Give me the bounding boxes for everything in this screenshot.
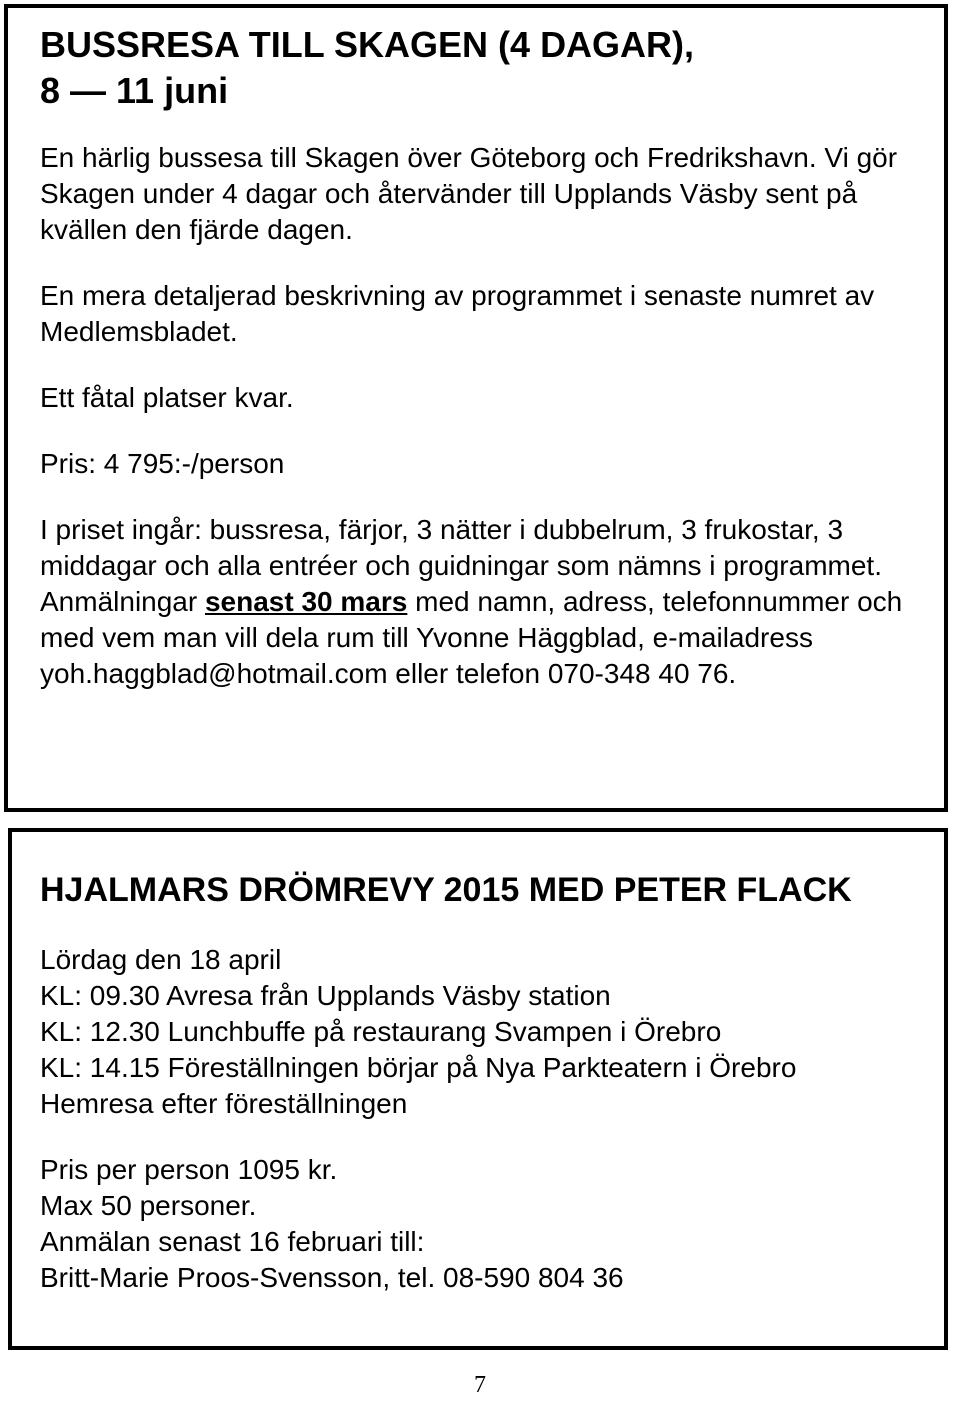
trip-signup: [40, 584, 912, 692]
trip-seats: Ett fåtal platser kvar.: [40, 382, 294, 413]
trip-intro: En härlig bussesa till Skagen över Göteborg och Fredrikshavn. Vi gör Skagen under 4 dagar och återvänder till Upplands Väsby sent på kvällen den fjärde dagen.: [40, 142, 898, 245]
bus-trip-notice: [4, 4, 948, 812]
trip-title-line1: BUSSRESA TILL SKAGEN (4 DAGAR),: [40, 24, 695, 65]
signup-prefix: Anmälningar: [40, 586, 198, 617]
page-number: 7: [474, 1372, 486, 1398]
revue-title: HJALMARS DRÖMREVY 2015 MED PETER FLACK: [40, 871, 852, 909]
info-line: Pris per person 1095 kr.: [40, 1154, 338, 1185]
schedule-line: KL: 09.30 Avresa från Upplands Väsby station: [40, 980, 611, 1011]
schedule-line: Lördag den 18 april: [40, 944, 282, 975]
revue-notice: [8, 828, 948, 1350]
schedule-line: KL: 14.15 Föreställningen börjar på Nya Parkteatern i Örebro: [40, 1052, 797, 1083]
schedule-line: KL: 12.30 Lunchbuffe på restaurang Svampen i Örebro: [40, 1016, 722, 1047]
info-line: Anmälan senast 16 februari till:: [40, 1226, 425, 1257]
info-line: Britt-Marie Proos-Svensson, tel. 08-590 804 36: [40, 1262, 624, 1293]
signup-rest: med namn, adress, telefonnummer och med vem man vill dela rum till Yvonne Häggblad, e-mailadress yoh.haggblad@hotmail.com eller telefon 070-348 40 76.: [40, 586, 903, 689]
trip-title-line2: 8 — 11 juni: [40, 70, 229, 111]
signup-deadline: senast 30 mars: [204, 586, 408, 617]
trip-price: Pris: 4 795:-/person: [40, 448, 285, 479]
info-line: Max 50 personer.: [40, 1190, 257, 1221]
revue-info: [40, 1152, 916, 1296]
revue-schedule: [40, 942, 916, 1122]
trip-included: I priset ingår: bussresa, färjor, 3 nätter i dubbelrum, 3 frukostar, 3 middagar och alla entréer och guidningar som nämns i programmet.: [40, 514, 882, 581]
schedule-line: Hemresa efter föreställningen: [40, 1088, 408, 1119]
trip-details: En mera detaljerad beskrivning av programmet i senaste numret av Medlemsbladet.: [40, 280, 875, 347]
